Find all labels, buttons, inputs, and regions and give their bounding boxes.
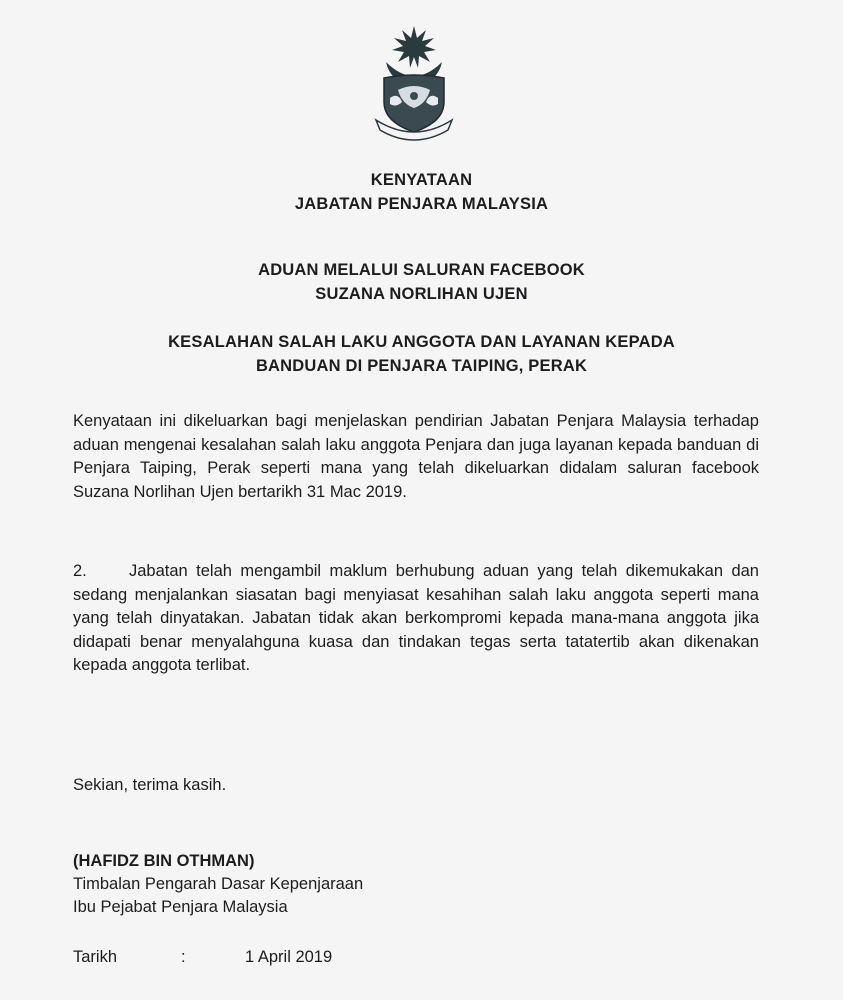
heading-line: BANDUAN DI PENJARA TAIPING, PERAK [255,357,588,375]
paragraph-number: 2. [73,562,87,580]
heading-complaint-source [0,258,843,306]
heading-statement-title [0,168,843,216]
heading-line: ADUAN MELALUI SALURAN FACEBOOK [258,261,585,279]
date-value: 1 April 2019 [245,948,333,966]
heading-subject [0,330,843,378]
penjara-malaysia-crest-icon [368,24,460,142]
paragraph-1: Kenyataan ini dikeluarkan bagi menjelaskan pendirian Jabatan Penjara Malaysia terhadap aduan mengenai kesalahan salah laku anggota Penjara dan juga layanan kepada banduan di Penjara Taiping, Perak seperti mana yang telah dikeluarkan didalam saluran facebook Suzana Norlihan Ujen bertarikh 31 Mac 2019. [73,412,759,501]
date-label: Tarikh [73,948,118,966]
heading-line: KESALAHAN SALAH LAKU ANGGOTA DAN LAYANAN KEPADA [168,333,675,351]
signature-block [73,850,363,919]
heading-line: SUZANA NORLIHAN UJEN [315,285,528,303]
signatory-title: Timbalan Pengarah Dasar Kepenjaraan [73,875,364,893]
date-separator: : [181,948,186,966]
closing-line: Sekian, terima kasih. [73,776,227,794]
heading-line: KENYATAAN [370,171,473,189]
date-row [73,945,332,969]
signatory-office: Ibu Pejabat Penjara Malaysia [73,898,288,916]
signatory-name: (HAFIDZ BIN OTHMAN) [73,852,255,870]
paragraph-2 [73,560,759,678]
paragraph-2-text: Jabatan telah mengambil maklum berhubung aduan yang telah dikemukakan dan sedang menjalankan siasatan bagi menyiasat kesahihan salah laku anggota seperti mana yang telah dinyatakan. Jabatan tidak akan berkompromi kepada mana-mana anggota jika didapati benar menyalahguna kuasa dan tindakan tegas serta tatatertib akan dikenakan kepada anggota terlibat. [73,562,759,675]
heading-line: JABATAN PENJARA MALAYSIA [294,195,549,213]
